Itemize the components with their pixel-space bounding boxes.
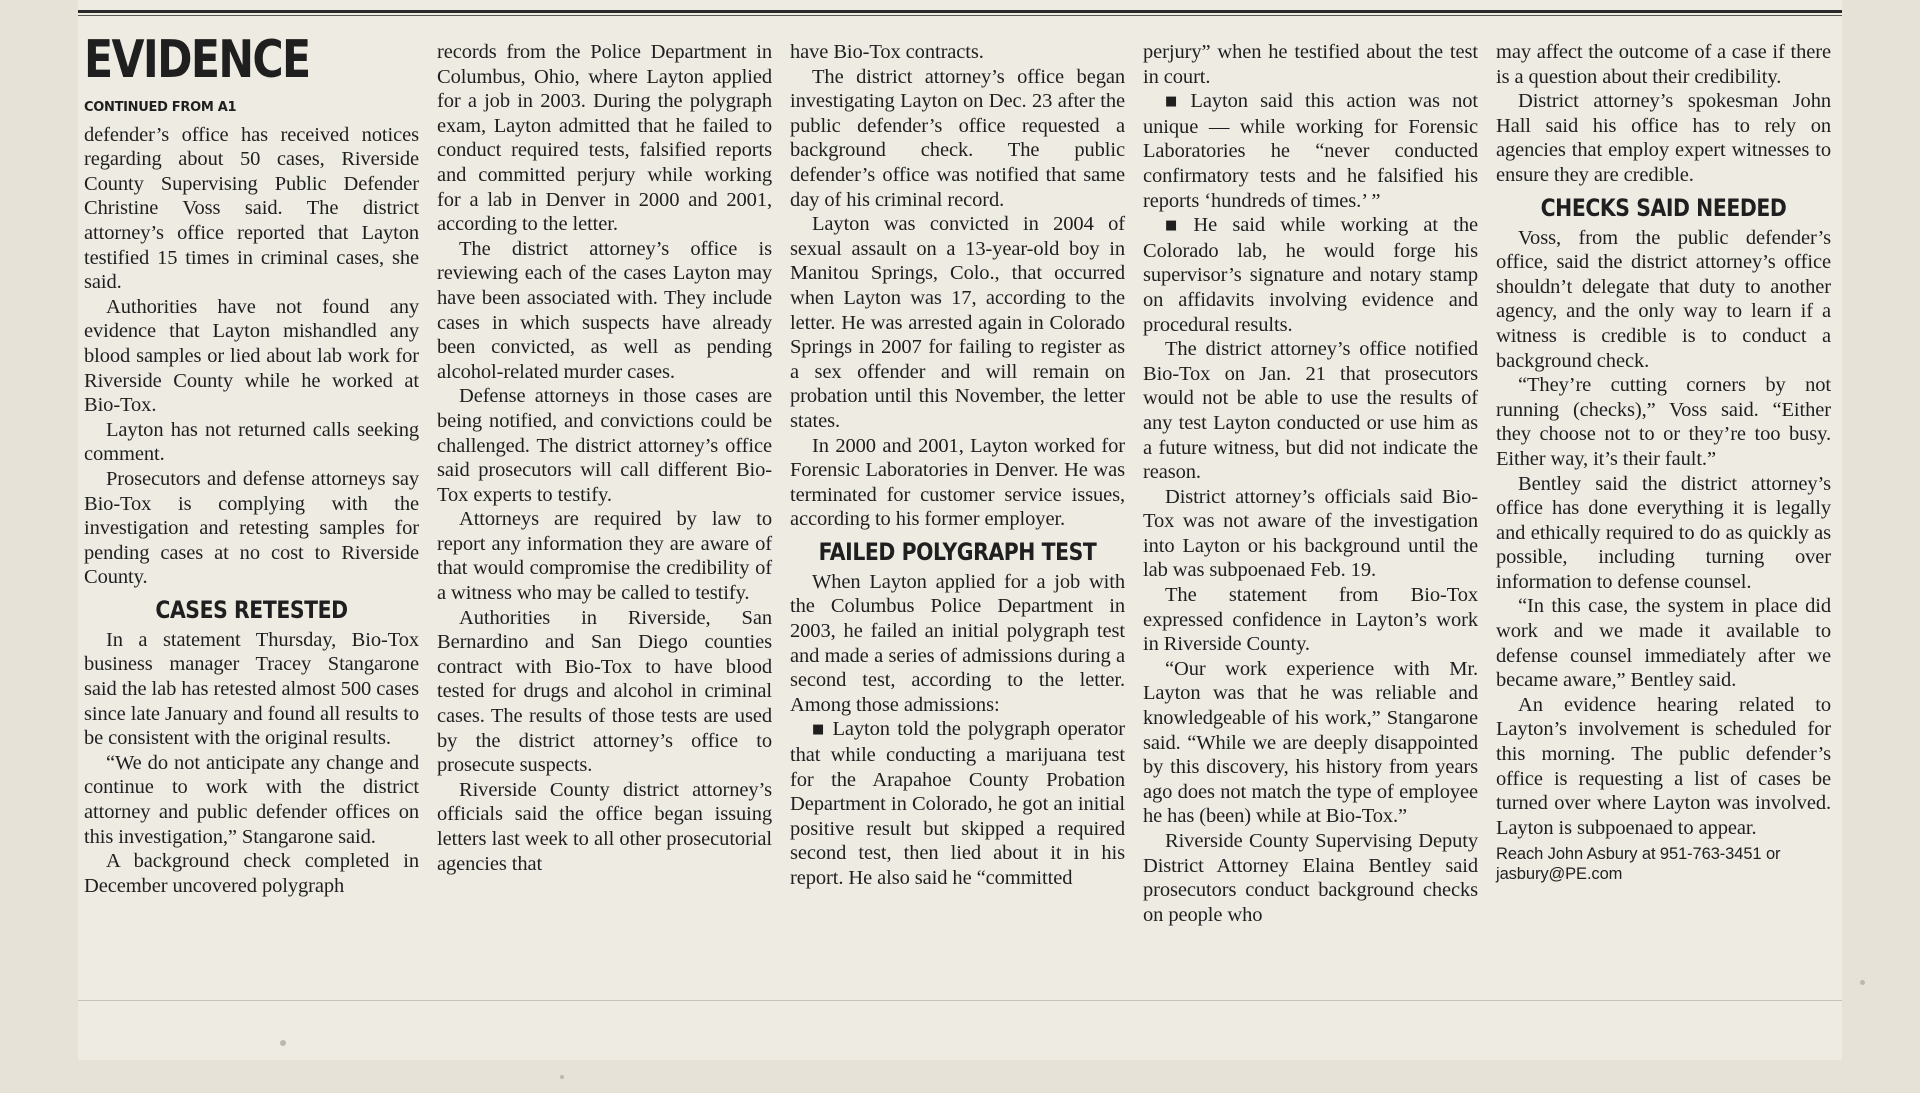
paragraph: “They’re cutting corners by not running (checks),” Voss said. “Either they choose not to or they’re too busy. Either way, it’s their fault.”	[1496, 374, 1831, 470]
paragraph: “We do not anticipate any change and continue to work with the district attorney and public defender offices on this investigation,” Stangarone said.	[84, 751, 419, 848]
paragraph: Riverside County Supervising Deputy District Attorney Elaina Bentley said prosecutors conduct background checks on people who	[1143, 830, 1478, 926]
author-credit: Reach John Asbury at 951-763-3451 or jasbury@PE.com	[1496, 845, 1781, 884]
paragraph: The district attorney’s office began investigating Layton on Dec. 23 after the public defender’s office requested a background check. The public defender’s office was notified that same day of his criminal record.	[790, 65, 1125, 211]
column-2	[437, 40, 772, 876]
bullet-paragraph: ■ Layton told the polygraph operator that while conducting a marijuana test for the Arapahoe County Probation Department in Colorado, he got an initial positive result but skipped a required second test, then lied about it in his report. He also said he “committed	[790, 718, 1125, 889]
square-bullet-icon: ■	[1165, 94, 1185, 110]
paragraph: have Bio-Tox contracts.	[790, 41, 984, 63]
paragraph: Layton was convicted in 2004 of sexual assault on a 13-year-old boy in Manitou Springs, Colo., that occurred when Layton was 17, according to the letter. He was arrested again in Colorado Springs in 2007 for failing to register as a sex offender and will remain on probation until this November, the letter states.	[790, 213, 1125, 432]
paragraph: The statement from Bio-Tox expressed confidence in Layton’s work in Riverside County.	[1143, 584, 1478, 656]
bullet-paragraph: ■ Layton said this action was not unique — while working for Forensic Laboratories he “never conducted confirmatory tests and he falsified his reports ‘hundreds of times.’ ”	[1143, 90, 1478, 212]
paragraph: Defense attorneys in those cases are being notified, and convictions could be challenged. The district attorney’s office said prosecutors will call different Bio-Tox experts to testify.	[437, 385, 772, 506]
paragraph: Bentley said the district attorney’s office has done everything it is legally and ethically required to do as quickly as possible, including turning over information to defense counsel.	[1496, 472, 1831, 593]
continued-label: CONTINUED FROM A1	[84, 100, 237, 115]
paragraph: The district attorney’s office is reviewing each of the cases Layton may have been associated with. They include cases in which suspects have already been convicted, as well as pending alcohol-related murder cases.	[437, 237, 772, 383]
paragraph: When Layton applied for a job with the Columbus Police Department in 2003, he failed an initial polygraph test and made a series of admissions during a second test, according to the letter. Among those admissions:	[790, 570, 1125, 716]
paragraph: “Our work experience with Mr. Layton was that he was reliable and knowledgeable of his work,” Stangarone said. “While we are deeply disappointed by this discovery, his history from years ago does not match the type of employee he has (been) while at Bio-Tox.”	[1143, 657, 1478, 828]
continued-page: A1	[217, 100, 237, 115]
headline: EVIDENCE	[84, 30, 310, 90]
subhead-failed-polygraph: FAILED POLYGRAPH TEST	[818, 537, 1097, 566]
paragraph: District attorney’s spokesman John Hall said his office has to rely on agencies that employ expert witnesses to ensure they are credible.	[1496, 90, 1831, 186]
paragraph: Prosecutors and defense attorneys say Bio-Tox is complying with the investigation and retesting samples for pending cases at no cost to Riverside County.	[84, 467, 419, 589]
paragraph: Layton has not returned calls seeking comment.	[84, 418, 419, 466]
top-rule	[78, 10, 1842, 13]
paragraph: In 2000 and 2001, Layton worked for Forensic Laboratories in Denver. He was terminated for customer service issues, according to his former employer.	[790, 434, 1125, 531]
paragraph: The district attorney’s office notified Bio-Tox on Jan. 21 that prosecutors would not be able to use the results of any test Layton conducted or use him as a future witness, but did not indicate the reason.	[1143, 338, 1478, 484]
paper-speck	[560, 1075, 564, 1079]
paper-speck	[280, 1040, 286, 1046]
paragraph: may affect the outcome of a case if there is a question about their credibility.	[1496, 41, 1831, 88]
paragraph: In a statement Thursday, Bio-Tox business manager Tracey Stangarone said the lab has retested almost 500 cases since late January and found all results to be consistent with the original results.	[84, 628, 419, 750]
column-4	[1143, 40, 1478, 927]
paragraph: Attorneys are required by law to report any information they are aware of that would compromise the credibility of a witness who may be called to testify.	[437, 508, 772, 605]
paragraph: Authorities in Riverside, San Bernardino and San Diego counties contract with Bio-Tox to have blood tested for drugs and alcohol in criminal cases. The results of those tests are used by the district attorney’s office to prosecute suspects.	[437, 606, 772, 777]
paragraph: District attorney’s officials said Bio-Tox was not aware of the investigation into Layton or his background until the lab was subpoenaed Feb. 19.	[1143, 485, 1478, 582]
bullet-paragraph: ■ He said while working at the Colorado lab, he would forge his supervisor’s signature and notary stamp on affidavits involving evidence and procedural results.	[1143, 214, 1479, 336]
column-3	[790, 40, 1125, 891]
column-1	[84, 30, 419, 898]
paragraph: An evidence hearing related to Layton’s involvement is scheduled for this morning. The public defender’s office is requesting a list of cases be turned over where Layton was involved. Layton is subpoenaed to appear.	[1496, 693, 1831, 839]
square-bullet-icon: ■	[1165, 218, 1188, 234]
paragraph: “In this case, the system in place did work and we made it available to defense counsel immediately after we became aware,” Bentley said.	[1496, 595, 1831, 692]
column-5	[1496, 40, 1831, 884]
top-rule-thin	[78, 15, 1842, 16]
paragraph: Authorities have not found any evidence that Layton mishandled any blood samples or lied about lab work for Riverside County while he worked at Bio-Tox.	[84, 295, 419, 417]
paragraph: Voss, from the public defender’s office, said the district attorney’s office shouldn’t delegate that duty to another agency, and the only way to learn if a witness is credible is to conduct a background check.	[1496, 226, 1831, 372]
paragraph: perjury” when he testified about the test in court.	[1143, 41, 1478, 88]
paragraph: defender’s office has received notices regarding about 50 cases, Riverside County Supervising Public Defender Christine Voss said. The district attorney’s office reported that Layton testified 15 times in criminal cases, she said.	[84, 123, 419, 294]
paragraph: records from the Police Department in Columbus, Ohio, where Layton applied for a job in 2003. During the polygraph exam, Layton admitted that he failed to conduct required tests, falsified reports and committed perjury while working for a lab in Denver in 2000 and 2001, according to the letter.	[437, 41, 772, 236]
square-bullet-icon: ■	[812, 722, 827, 738]
paragraph: A background check completed in December uncovered polygraph	[84, 850, 419, 897]
paragraph: Riverside County district attorney’s officials said the office began issuing letters last week to all other prosecutorial agencies that	[437, 778, 772, 875]
subhead-checks-needed: CHECKS SAID NEEDED	[1540, 193, 1787, 222]
paper-speck	[1860, 980, 1865, 985]
subhead-cases-retested: CASES RETESTED	[155, 595, 348, 624]
bottom-edge	[78, 1000, 1842, 1001]
